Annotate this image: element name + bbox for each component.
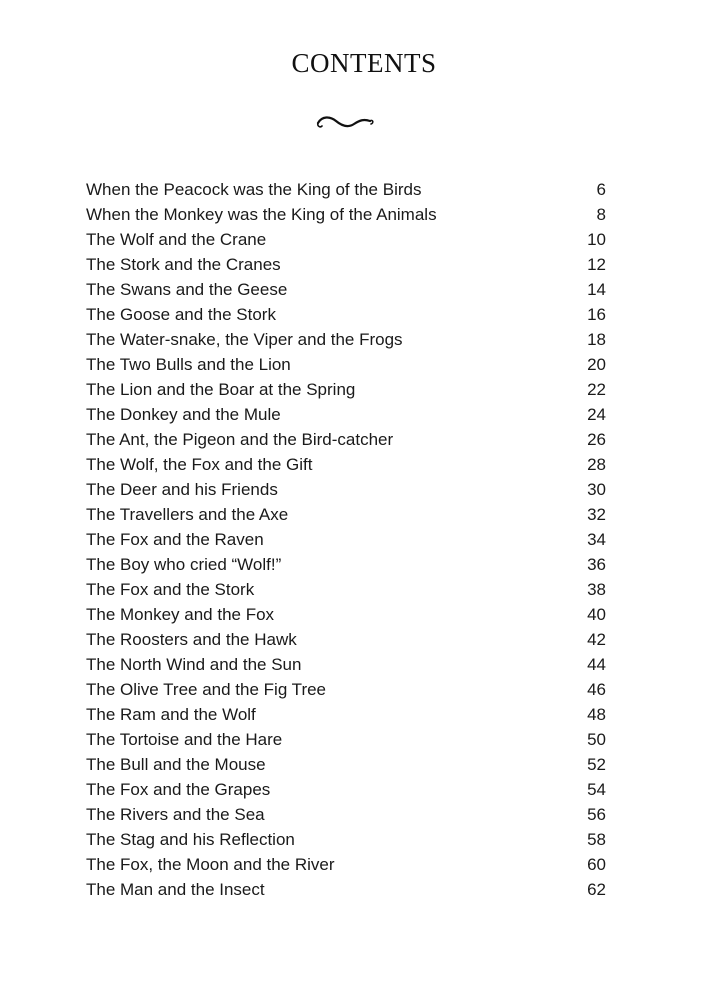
toc-entry-title: The Lion and the Boar at the Spring <box>86 380 356 399</box>
toc-entry-page-number: 14 <box>587 280 606 299</box>
toc-entry-title: The Fox and the Stork <box>86 580 255 599</box>
toc-entry-title: The Fox and the Grapes <box>86 780 271 799</box>
toc-entry-title: The Ram and the Wolf <box>86 705 256 724</box>
toc-entry-title: The Man and the Insect <box>86 880 265 899</box>
toc-entry <box>86 202 606 227</box>
toc-entry <box>86 552 606 577</box>
toc-entry <box>86 477 606 502</box>
toc-entry <box>86 502 606 527</box>
toc-entry <box>86 302 606 327</box>
toc-entry-page-number: 62 <box>587 880 606 899</box>
toc-entry-page-number: 46 <box>587 680 606 699</box>
toc-entry-page-number: 6 <box>596 180 606 199</box>
toc-entry-page-number: 36 <box>587 555 606 574</box>
toc-entry-title: The North Wind and the Sun <box>86 655 302 674</box>
toc-entry-title: When the Monkey was the King of the Animals <box>86 205 437 224</box>
toc-entry-title: The Deer and his Friends <box>86 480 278 499</box>
toc-entry-page-number: 22 <box>587 380 606 399</box>
toc-entry <box>86 777 606 802</box>
swash-ornament-icon <box>314 112 376 134</box>
toc-entry-title: The Goose and the Stork <box>86 305 276 324</box>
toc-entry-title: The Fox and the Raven <box>86 530 264 549</box>
toc-entry-page-number: 34 <box>587 530 606 549</box>
toc-entry <box>86 252 606 277</box>
toc-entry <box>86 577 606 602</box>
toc-entry-page-number: 10 <box>587 230 606 249</box>
toc-entry-title: The Rivers and the Sea <box>86 805 265 824</box>
toc-entry-title: The Water-snake, the Viper and the Frogs <box>86 330 403 349</box>
toc-entry <box>86 427 606 452</box>
toc-entry-title: The Two Bulls and the Lion <box>86 355 291 374</box>
toc-entry <box>86 402 606 427</box>
toc-entry-page-number: 18 <box>587 330 606 349</box>
toc-entry-page-number: 42 <box>587 630 606 649</box>
toc-entry <box>86 802 606 827</box>
toc-entry-page-number: 20 <box>587 355 606 374</box>
toc-entry-title: The Stag and his Reflection <box>86 830 295 849</box>
toc-entry-page-number: 58 <box>587 830 606 849</box>
toc-entry-page-number: 50 <box>587 730 606 749</box>
toc-entry-title: The Roosters and the Hawk <box>86 630 297 649</box>
toc-entry-page-number: 48 <box>587 705 606 724</box>
toc-entry-page-number: 56 <box>587 805 606 824</box>
toc-entry <box>86 177 606 202</box>
toc-entry <box>86 452 606 477</box>
toc-entry-page-number: 24 <box>587 405 606 424</box>
toc-entry <box>86 702 606 727</box>
toc-entry <box>86 377 606 402</box>
toc-entry-title: The Bull and the Mouse <box>86 755 266 774</box>
toc-entry <box>86 627 606 652</box>
toc-entry-title: The Boy who cried “Wolf!” <box>86 555 282 574</box>
toc-entry-page-number: 8 <box>596 205 606 224</box>
toc-entry-page-number: 32 <box>587 505 606 524</box>
toc-entry-title: The Wolf and the Crane <box>86 230 267 249</box>
toc-entry-page-number: 38 <box>587 580 606 599</box>
toc-entry <box>86 752 606 777</box>
toc-entry-page-number: 54 <box>587 780 606 799</box>
toc-entry <box>86 652 606 677</box>
toc-entry-page-number: 12 <box>587 255 606 274</box>
toc-entry <box>86 277 606 302</box>
toc-entry-title: The Travellers and the Axe <box>86 505 289 524</box>
toc-entry <box>86 602 606 627</box>
toc-entry-page-number: 26 <box>587 430 606 449</box>
toc-entry-page-number: 44 <box>587 655 606 674</box>
toc-entry <box>86 527 606 552</box>
toc-entry-page-number: 60 <box>587 855 606 874</box>
toc-entry <box>86 227 606 252</box>
toc-entry-title: The Wolf, the Fox and the Gift <box>86 455 313 474</box>
toc-entry-page-number: 16 <box>587 305 606 324</box>
toc-entry-title: The Stork and the Cranes <box>86 255 281 274</box>
toc-entry <box>86 877 606 902</box>
toc-entry <box>86 827 606 852</box>
toc-entry <box>86 327 606 352</box>
toc-entry-title: The Olive Tree and the Fig Tree <box>86 680 327 699</box>
table-of-contents <box>86 177 606 902</box>
toc-entry-title: The Monkey and the Fox <box>86 605 275 624</box>
toc-entry-title: When the Peacock was the King of the Birds <box>86 180 422 199</box>
toc-entry-title: The Fox, the Moon and the River <box>86 855 335 874</box>
toc-entry <box>86 727 606 752</box>
toc-entry-title: The Swans and the Geese <box>86 280 288 299</box>
toc-entry-page-number: 30 <box>587 480 606 499</box>
page-title: CONTENTS <box>291 48 437 78</box>
toc-entry <box>86 677 606 702</box>
toc-entry-title: The Ant, the Pigeon and the Bird-catcher <box>86 430 394 449</box>
toc-entry <box>86 352 606 377</box>
toc-entry-page-number: 28 <box>587 455 606 474</box>
toc-entry-title: The Tortoise and the Hare <box>86 730 283 749</box>
toc-entry-title: The Donkey and the Mule <box>86 405 281 424</box>
toc-entry-page-number: 52 <box>587 755 606 774</box>
toc-entry <box>86 852 606 877</box>
toc-entry-page-number: 40 <box>587 605 606 624</box>
